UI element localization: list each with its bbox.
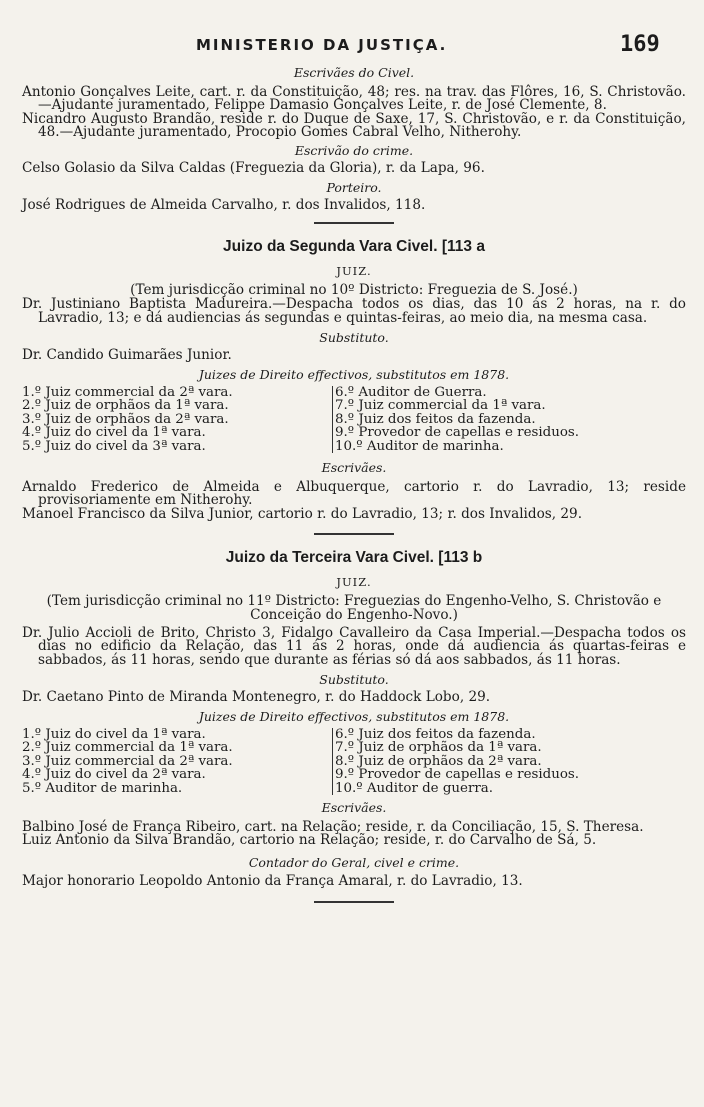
juiz-item: 10.º Auditor de guerra. — [335, 780, 494, 796]
escrivao-entry: Antonio Gonçalves Leite, cart. r. da Constituição, 48; res. na trav. das Flôres, 16, S. Christovão.—Ajudante juramentado, Felippe Damasio Gonçalves Leite, r. de José Clemente, 8. — [22, 83, 686, 114]
juiz-item: 3.º Juiz commercial da 2ª vara. — [22, 753, 233, 769]
substituto-heading: Substituto. — [319, 330, 389, 346]
juiz-item: 6.º Auditor de Guerra. — [335, 384, 487, 400]
juiz-item: 4.º Juiz do civel da 2ª vara. — [22, 767, 206, 783]
escrivaes-civel-heading: Escrivães do Civel. — [293, 65, 415, 80]
page-header — [0, 32, 704, 62]
juiz-item: 2.º Juiz de orphãos da 1ª vara. — [22, 398, 229, 414]
juiz-item: 8.º Juiz de orphãos da 2ª vara. — [335, 753, 542, 769]
porteiro-entry: José Rodrigues de Almeida Carvalho, r. dos Invalidos, 118. — [22, 196, 426, 213]
juizes-heading: Juizes de Direito effectivos, substitutos em 1878. — [198, 367, 510, 383]
juiz-item: 5.º Juiz do civel da 3ª vara. — [22, 438, 206, 454]
page-number: 169 — [620, 32, 660, 57]
escrivao-entry: Manoel Francisco da Silva Junior, cartorio r. do Lavradio, 13; r. dos Invalidos, 29. — [22, 505, 583, 522]
escrivaes-heading: Escrivães. — [321, 800, 387, 816]
juizes-right-column — [332, 728, 579, 795]
escrivao-entry: Arnaldo Frederico de Almeida e Albuquerque, cartorio r. do Lavradio, 13; reside provisoriamente em Nitherohy. — [22, 478, 686, 509]
escrivao-entry: Nicandro Augusto Brandão, reside r. do Duque de Saxe, 17, S. Christovão, e r. da Constituição, 48.—Ajudante juramentado, Procopio Gomes Cabral Velho, Nitherohy. — [22, 110, 686, 141]
juiz-entry: Dr. Julio Accioli de Brito, Christo 3, Fidalgo Cavalleiro da Casa Imperial.—Despacha todos os dias no edificio da Relação, das 11 ás 2 horas, onde dá audiencia ás quartas-feiras e sabbados, ás 11 horas, sendo que durante as férias só dá aos sabbados, ás 11 horas. — [22, 624, 686, 668]
juiz-item: 9.º Provedor de capellas e residuos. — [335, 767, 580, 783]
juiz-item: 8.º Juiz dos feitos da fazenda. — [335, 411, 536, 427]
page-body — [22, 66, 686, 903]
escrivao-crime-heading: Escrivão do crime. — [294, 142, 414, 158]
escrivao-entry: Balbino José de França Ribeiro, cart. na Relação; reside, r. da Conciliação, 15, S. Theresa. — [22, 818, 644, 835]
escrivao-crime-entry: Celso Golasio da Silva Caldas (Freguezia da Gloria), r. da Lapa, 96. — [22, 159, 485, 176]
jurisdiction-note: (Tem jurisdicção criminal no 10º Districto: Freguezia de S. José.) — [130, 282, 578, 299]
substituto-entry: Dr. Candido Guimarães Junior. — [22, 346, 232, 363]
juiz-heading: JUIZ. — [336, 264, 372, 279]
juizes-list — [22, 728, 686, 795]
juiz-item: 4.º Juiz do civel da 1ª vara. — [22, 425, 206, 441]
section-title-segunda-vara: Juizo da Segunda Vara Civel. [113 a — [223, 238, 485, 256]
escrivao-entry: Luiz Antonio da Silva Brandão, cartorio na Relação; reside, r. do Carvalho de Sá, 5. — [22, 832, 597, 849]
juiz-entry: Dr. Justiniano Baptista Madureira.—Despacha todos os dias, das 10 ás 2 horas, na r. do Lavradio, 13; e dá audiencias ás segundas e quintas-feiras, ao meio dia, na mesma casa. — [22, 295, 686, 326]
porteiro-heading: Porteiro. — [326, 180, 382, 196]
juiz-item: 9.º Provedor de capellas e residuos. — [335, 425, 580, 441]
juiz-item: 7.º Juiz commercial da 1ª vara. — [335, 398, 546, 414]
juiz-item: 3.º Juiz de orphãos da 2ª vara. — [22, 411, 229, 427]
substituto-entry: Dr. Caetano Pinto de Miranda Montenegro, r. do Haddock Lobo, 29. — [22, 688, 491, 705]
juizes-heading: Juizes de Direito effectivos, substitutos em 1878. — [198, 709, 510, 725]
juiz-item: 6.º Juiz dos feitos da fazenda. — [335, 727, 536, 743]
contador-heading: Contador do Geral, civel e crime. — [248, 854, 460, 870]
juiz-item: 1.º Juiz do civel da 1ª vara. — [22, 727, 206, 743]
section-divider — [314, 901, 394, 903]
juiz-item: 10.º Auditor de marinha. — [335, 438, 504, 454]
juiz-item: 2.º Juiz commercial da 1ª vara. — [22, 740, 233, 756]
juiz-heading: JUIZ. — [336, 575, 372, 590]
juizes-left-column — [22, 728, 332, 795]
juizes-left-column — [22, 386, 332, 453]
juizes-right-column — [332, 386, 579, 453]
escrivaes-heading: Escrivães. — [321, 459, 387, 475]
section-title-terceira-vara: Juizo da Terceira Vara Civel. [113 b — [225, 549, 483, 567]
juiz-item: 1.º Juiz commercial da 2ª vara. — [22, 384, 233, 400]
juizes-list — [22, 386, 686, 453]
contador-entry: Major honorario Leopoldo Antonio da França Amaral, r. do Lavradio, 13. — [22, 873, 523, 890]
juiz-item: 5.º Auditor de marinha. — [22, 780, 183, 796]
substituto-heading: Substituto. — [319, 672, 389, 688]
juiz-item: 7.º Juiz de orphãos da 1ª vara. — [335, 740, 542, 756]
running-head: MINISTERIO DA JUSTIÇA. — [196, 36, 448, 54]
jurisdiction-note: (Tem jurisdicção criminal no 11º Districto: Freguezias do Engenho-Velho, S. Christovão e Conceição do Engenho-Novo.) — [46, 593, 662, 623]
